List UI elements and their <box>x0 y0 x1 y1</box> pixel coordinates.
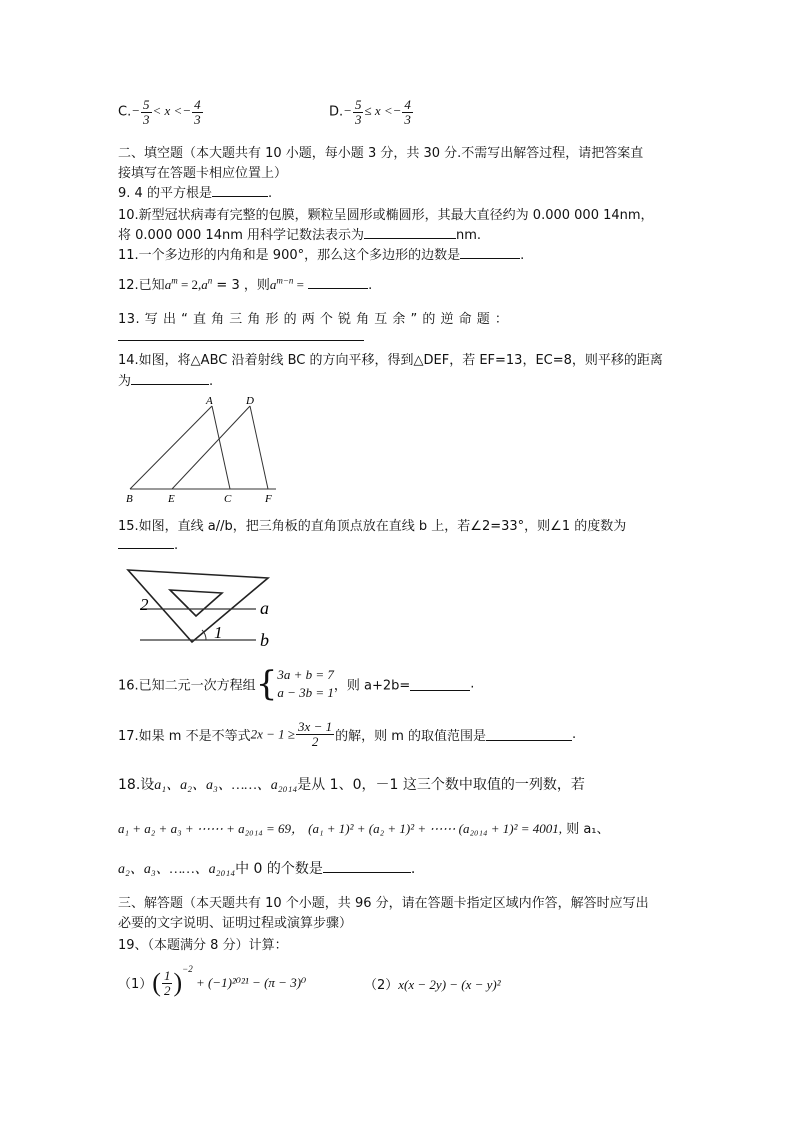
question-15-line1: 15.如图，直线 a//b，把三角板的直角顶点放在直线 b 上，若∠2=33°，则∠1 的度数为 <box>118 519 627 534</box>
question-18-line3: a₂、a₃、……、a₂₀₁₄中 0 的个数是 . <box>118 861 416 877</box>
question-19-part1: （1）( $\frac{1}{2}$ )$^{-2}$ + (−1)²⁰²¹ − (π − 3)⁰ <box>118 964 307 998</box>
option-d: D.− $\frac{5}{3}$ ≤ x <− $\frac{4}{3}$ <box>329 97 411 127</box>
segment-ac <box>212 406 230 489</box>
label-d: D <box>246 395 254 407</box>
set-square-outer <box>128 570 268 642</box>
question-18-line1: 18.设a₁、a₂、a₃、……、a₂₀₁₄是从 1、0，－1 这三个数中取值的一列数，若 <box>118 777 585 793</box>
question-14-line1: 14.如图，将△ABC 沿着射线 BC 的方向平移，得到△DEF，若 EF=13，EC=8，则平移的距离 <box>118 353 663 368</box>
answer-blank-17[interactable] <box>486 728 572 741</box>
question-14-line2: 为 . <box>118 374 214 389</box>
question-19-title: 19、（本题满分 8 分）计算： <box>118 938 288 953</box>
question-16: 16.已知二元一次方程组{ 3a + b = 7 a − 3b = 1 ，则 a+2b= . <box>118 664 475 704</box>
segment-ed <box>172 406 250 489</box>
label-f: F <box>265 493 272 505</box>
line-a-label: a <box>260 598 269 618</box>
line-b-label: b <box>260 630 269 650</box>
answer-blank-9[interactable] <box>212 184 268 197</box>
section-2-heading: 二、填空题（本大题共有 10 小题，每小题 3 分，共 30 分.不需写出解答过程，请把答案直 <box>118 146 644 161</box>
question-11: 11.一个多边形的内角和是 900°，那么这个多边形的边数是 . <box>118 248 525 263</box>
set-square-figure <box>118 560 288 656</box>
question-17: 17.如果 m 不是不等式2x − 1 ≥ $\frac{3x - 1}{2}$ 的解，则 m 的取值范围是 . <box>118 719 577 749</box>
section-3-heading: 三、解答题（本天题共有 10 个小题，共 96 分，请在答题卡指定区域内作答，解答时应写出 <box>118 896 649 911</box>
angle-2-label: 2 <box>140 595 149 614</box>
section-2-heading-cont: 接填写在答题卡相应位置上） <box>118 166 288 181</box>
segment-df <box>250 406 268 489</box>
option-c: C.− $\frac{5}{3}$ < x <− $\frac{4}{3}$ <box>118 97 201 127</box>
answer-blank-14[interactable] <box>131 372 209 385</box>
translation-figure <box>118 390 288 508</box>
answer-blank-18[interactable] <box>323 860 411 873</box>
label-b: B <box>126 493 133 505</box>
answer-blank-12[interactable] <box>308 276 368 289</box>
label-c: C <box>224 493 232 505</box>
question-19-part2: （2）x(x − 2y) − (x − y)² <box>364 977 501 993</box>
answer-blank-13[interactable] <box>118 328 364 341</box>
answer-blank-16[interactable] <box>410 678 470 691</box>
answer-blank-10[interactable] <box>364 226 456 239</box>
segment-ab <box>130 406 212 489</box>
question-18-line2: a₁ + a₂ + a₃ + ⋯⋯ + a₂₀₁₄ = 69， (a₁ + 1)² + (a₂ + 1)² + ⋯⋯ (a₂₀₁₄ + 1)² = 4001, 则 a₁、 <box>118 821 610 837</box>
question-9: 9. 4 的平方根是 . <box>118 186 273 201</box>
section-3-heading-cont: 必要的文字说明、证明过程或演算步骤） <box>118 916 353 931</box>
set-square-inner <box>170 590 222 616</box>
label-a: A <box>206 395 213 407</box>
answer-blank-15[interactable] <box>118 536 174 549</box>
question-13: 13. 写 出 “ 直 角 三 角 形 的 两 个 锐 角 互 余 ” 的 逆 命 题 ： <box>118 312 509 327</box>
question-15-line2: . <box>118 536 178 553</box>
angle-1-label: 1 <box>214 623 223 642</box>
question-10-line1: 10.新型冠状病毒有完整的包膜，颗粒呈圆形或椭圆形，其最大直径约为 0.000 000 14nm， <box>118 208 654 223</box>
question-12: 12.已知$a^m = 2,a^n = 3$ ，则$a^{m-n}$ = . <box>118 275 373 293</box>
question-10-line2: 将 0.000 000 14nm 用科学记数法表示为 nm. <box>118 228 482 243</box>
label-e: E <box>168 493 175 505</box>
answer-blank-11[interactable] <box>460 246 520 259</box>
